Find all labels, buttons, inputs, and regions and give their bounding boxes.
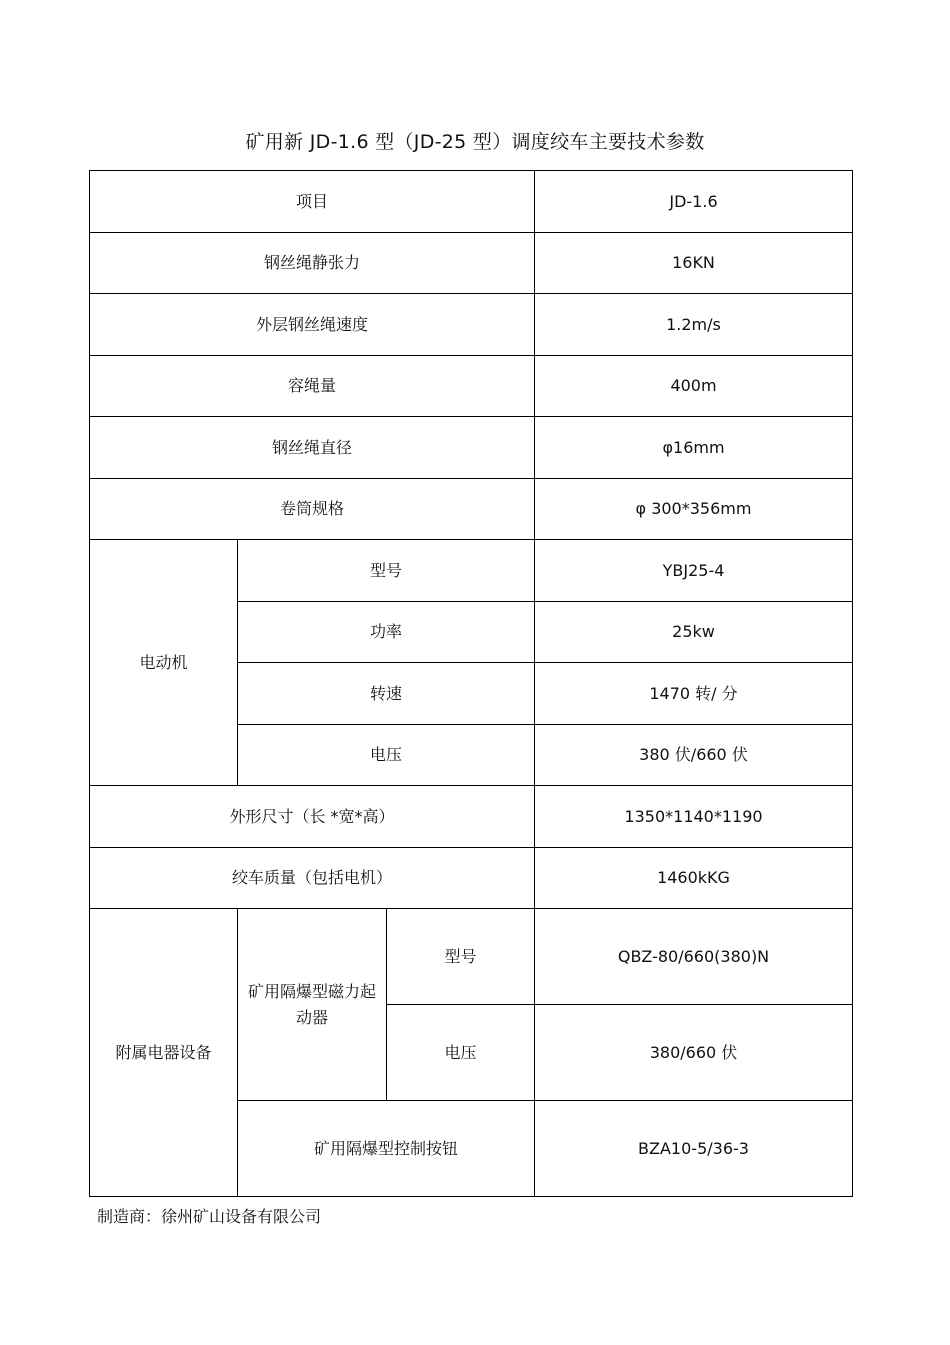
table-row — [90, 417, 853, 479]
dimensions-label: 外形尺寸（长 *宽*高） — [90, 786, 535, 848]
row-value: 400m — [535, 356, 853, 417]
table-row — [90, 479, 853, 540]
motor-item-value: YBJ25-4 — [535, 540, 853, 602]
table-row — [90, 356, 853, 417]
dimensions-value: 1350*1140*1190 — [535, 786, 853, 848]
motor-item-value: 380 伏/660 伏 — [535, 725, 853, 786]
manufacturer-footer: 制造商：徐州矿山设备有限公司 — [97, 1207, 322, 1226]
motor-item-value: 1470 转/ 分 — [535, 663, 853, 725]
motor-item-label: 型号 — [238, 540, 535, 602]
starter-item-value: 380/660 伏 — [535, 1005, 853, 1101]
row-value: φ 300*356mm — [535, 479, 853, 540]
table-row — [90, 848, 853, 909]
motor-item-label: 电压 — [238, 725, 535, 786]
motor-group-label: 电动机 — [90, 540, 238, 786]
row-value: 1.2m/s — [535, 294, 853, 356]
table-row — [90, 540, 853, 602]
starter-item-label: 电压 — [387, 1005, 535, 1101]
row-label: 钢丝绳直径 — [90, 417, 535, 479]
table-row — [90, 786, 853, 848]
starter-item-value: QBZ-80/660(380)N — [535, 909, 853, 1005]
row-value: 16KN — [535, 233, 853, 294]
mass-label: 绞车质量（包括电机） — [90, 848, 535, 909]
starter-item-label: 型号 — [387, 909, 535, 1005]
mass-value: 1460kKG — [535, 848, 853, 909]
table-row — [90, 233, 853, 294]
row-label: 外层钢丝绳速度 — [90, 294, 535, 356]
button-value: BZA10-5/36-3 — [535, 1101, 853, 1197]
electrical-group-label: 附属电器设备 — [90, 909, 238, 1197]
starter-label: 矿用隔爆型磁力起动器 — [238, 909, 387, 1101]
motor-item-label: 转速 — [238, 663, 535, 725]
motor-item-value: 25kw — [535, 602, 853, 663]
header-value-cell: JD-1.6 — [535, 171, 853, 233]
document-title: 矿用新 JD-1.6 型（JD-25 型）调度绞车主要技术参数 — [245, 131, 705, 153]
table-row — [90, 294, 853, 356]
header-label-cell: 项目 — [90, 171, 535, 233]
row-label: 钢丝绳静张力 — [90, 233, 535, 294]
row-value: φ16mm — [535, 417, 853, 479]
table-row — [90, 909, 853, 1005]
row-label: 容绳量 — [90, 356, 535, 417]
button-label: 矿用隔爆型控制按钮 — [238, 1101, 535, 1197]
motor-item-label: 功率 — [238, 602, 535, 663]
table-row — [90, 171, 853, 233]
spec-table — [89, 170, 853, 1197]
row-label: 卷筒规格 — [90, 479, 535, 540]
